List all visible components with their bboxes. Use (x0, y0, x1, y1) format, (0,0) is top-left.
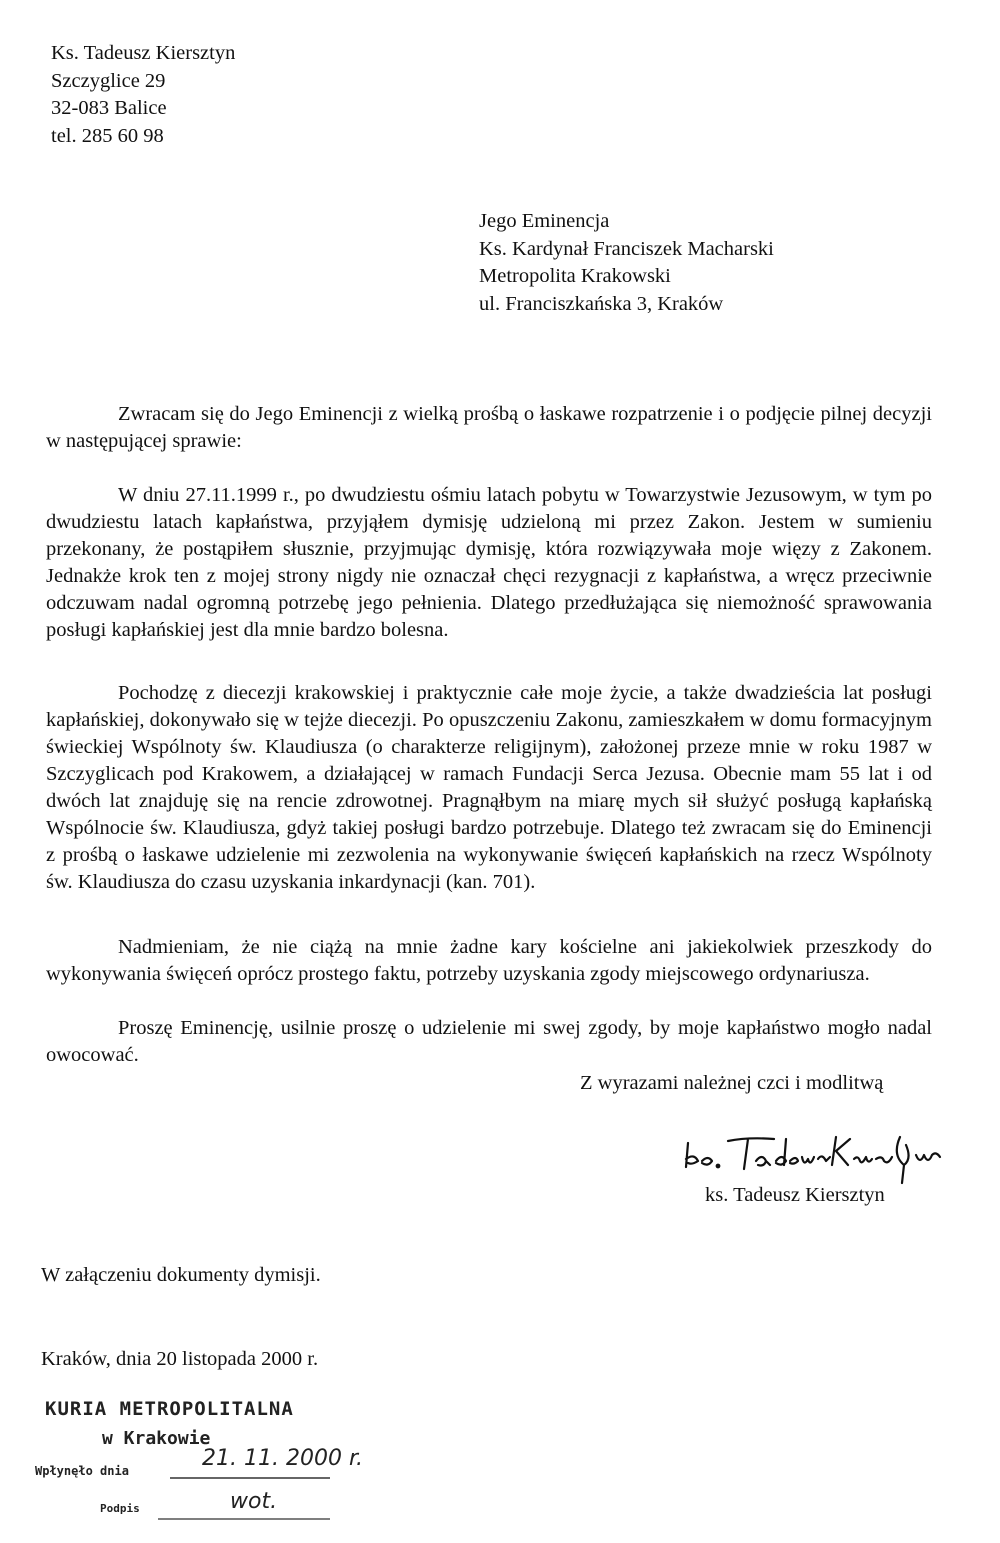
recipient-line4: ul. Franciszkańska 3, Kraków (479, 292, 724, 315)
stamp-received-date: 21. 11. 2000 r. (202, 1446, 363, 1471)
enclosure-note: W załączeniu dokumenty dymisji. (41, 1264, 321, 1286)
signature-name: ks. Tadeusz Kiersztyn (705, 1184, 885, 1206)
letter-body-paragraph-5 (46, 1015, 932, 1069)
paragraph-text: Pochodzę z diecezji krakowskiej i praktycznie całe moje życie, a także dwadzieścia lat posługi kapłańskiej, dokonywało się w tejże diecezji. Po opuszczeniu Zakonu, zamieszkałem w domu formacyjnym świeckiej Wspólnoty św. Klaudiusza (o charakterze religijnym), założonej przeze mnie w roku 1987 w Szczyglicach pod Krakowem, a działającej w ramach Fundacji Serca Jezusa. Obecnie mam 55 lat i od dwóch lat znajduję się na rencie zdrowotnej. Pragnąłbym na miarę mych sił służyć posługą kapłańską Wspólnocie św. Klaudiusza, gdyż takiej posługi bardzo potrzebuje. Dlatego też zwracam się do Eminencji z prośbą o łaskawe udzielenie mi zezwolenia na wykonywanie święceń kapłańskich na rzecz Wspólnoty św. Klaudiusza do czasu uzyskania inkardynacji (kan. 701). (46, 682, 932, 893)
sender-address (51, 40, 235, 150)
stamp-line2: w Krakowie (102, 1428, 211, 1449)
recipient-line2: Ks. Kardynał Franciszek Macharski (479, 237, 774, 260)
place-and-date: Kraków, dnia 20 listopada 2000 r. (41, 1348, 319, 1370)
sender-name: Ks. Tadeusz Kiersztyn (51, 42, 236, 64)
recipient-line3: Metropolita Krakowski (479, 265, 671, 287)
stamp-line1: KURIA METROPOLITALNA (45, 1398, 294, 1420)
sender-postal-city: 32-083 Balice (51, 97, 167, 119)
sender-street: Szczyglice 29 (51, 69, 166, 92)
letter-body-paragraph-3 (46, 680, 932, 896)
recipient-address (479, 208, 774, 318)
paragraph-text: Nadmieniam, że nie ciążą na mnie żadne kary kościelne ani jakiekolwiek przeszkody do wykonywania święceń oprócz prostego faktu, potrzeby uzyskania zgody miejscowego ordynariusza. (46, 936, 932, 985)
paragraph-text: Zwracam się do Jego Eminencji z wielką prośbą o łaskawe rozpatrzenie i o podjęcie pilnej decyzji w następującej sprawie: (46, 403, 932, 452)
stamp-received-label: Wpłynęło dnia (35, 1464, 129, 1478)
recipient-line1: Jego Eminencja (479, 210, 610, 232)
stamp-signature-initials: wot. (230, 1489, 278, 1514)
stamp-lines (30, 1392, 370, 1537)
paragraph-text: W dniu 27.11.1999 r., po dwudziestu ośmiu latach pobytu w Towarzystwie Jezusowym, w tym po dwudziestu latach kapłaństwa, przyjąłem dymisję udzieloną mi przez Zakon. Jestem w sumieniu przekonany, że postąpiłem słusznie, przyjmując dymisję, która rozwiązywała moje więzy z Zakonem. Jednakże krok ten z mojej strony nigdy nie oznaczał chęci rezygnacji z kapłaństwa, a wręcz przeciwnie odczuwam nadal ogromną potrzebę jego pełnienia. Dlatego przedłużająca się niemożność sprawowania posługi kapłańskiej jest dla mnie bardzo bolesna. (46, 484, 932, 641)
handwritten-signature (678, 1125, 968, 1187)
closing-salutation: Z wyrazami należnej czci i modlitwą (580, 1072, 884, 1094)
letter-body-paragraph-2 (46, 482, 932, 644)
received-stamp (30, 1392, 370, 1537)
stamp-signature-label: Podpis (100, 1502, 140, 1515)
paragraph-text: Proszę Eminencję, usilnie proszę o udzielenie mi swej zgody, by moje kapłaństwo mogło nadal owocować. (46, 1017, 932, 1066)
letter-body-paragraph-4 (46, 934, 932, 988)
sender-phone: tel. 285 60 98 (51, 124, 164, 147)
letter-body-paragraph-1 (46, 401, 932, 455)
